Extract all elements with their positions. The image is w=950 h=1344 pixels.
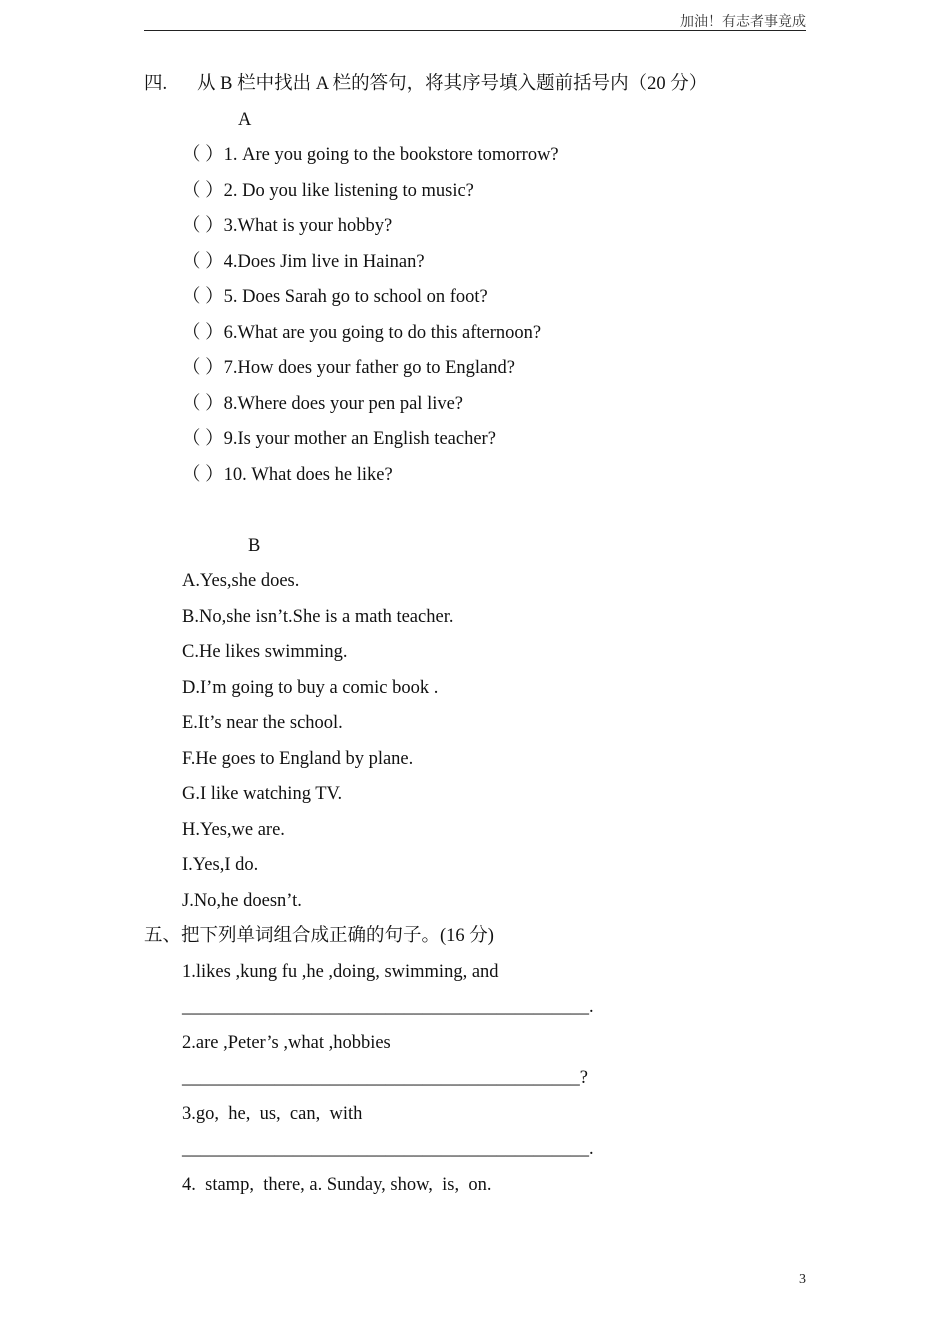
question-row [182, 215, 392, 237]
answer-option: B.No,she isn’t.She is a math teacher. [182, 607, 454, 627]
answer-paren[interactable]: （ ） [182, 323, 224, 343]
answer-option: J.No,he doesn’t. [182, 891, 302, 911]
answer-option: I.Yes,I do. [182, 855, 259, 875]
answer-blank[interactable]: ____________________________________________. [182, 1139, 594, 1159]
answer-blank[interactable]: ___________________________________________? [182, 1068, 588, 1088]
answer-option: D.I’m going to buy a comic book . [182, 678, 439, 698]
question-text: 9.Is your mother an English teacher? [223, 429, 496, 449]
answer-paren[interactable]: （ ） [182, 145, 224, 165]
section4-title: 从 B 栏中找出 A 栏的答句，将其序号填入题前括号内（20 分） [197, 74, 708, 94]
header-divider [144, 30, 806, 31]
question-row [182, 393, 463, 415]
question-row [182, 357, 515, 379]
answer-paren[interactable]: （ ） [182, 465, 224, 485]
word-prompt: 3.go, he, us, can, with [182, 1104, 363, 1124]
question-text: 8.Where does your pen pal live? [223, 394, 464, 414]
question-text: 5. Does Sarah go to school on foot? [223, 287, 488, 307]
section5-title: 五、把下列单词组合成正确的句子。(16 分) [144, 926, 494, 946]
answer-option: F.He goes to England by plane. [182, 749, 414, 769]
answer-blank[interactable]: ____________________________________________. [182, 997, 594, 1017]
header-slogan: 加油！有志者事竟成 [680, 15, 806, 30]
question-text: 7.How does your father go to England? [223, 358, 515, 378]
answer-option: G.I like watching TV. [182, 784, 343, 804]
answer-paren[interactable]: （ ） [182, 358, 224, 378]
answer-option: H.Yes,we are. [182, 820, 285, 840]
question-text: 2. Do you like listening to music? [223, 181, 474, 201]
question-row [182, 251, 425, 273]
column-b-label: B [248, 536, 261, 556]
answer-paren[interactable]: （ ） [182, 287, 224, 307]
answer-option: E.It’s near the school. [182, 713, 343, 733]
answer-option: C.He likes swimming. [182, 642, 348, 662]
answer-paren[interactable]: （ ） [182, 394, 224, 414]
word-prompt: 2.are ,Peter’s ,what ,hobbies [182, 1033, 391, 1053]
word-prompt: 4. stamp, there, a. Sunday, show, is, on. [182, 1175, 492, 1195]
question-row [182, 322, 541, 344]
answer-paren[interactable]: （ ） [182, 429, 224, 449]
question-text: 4.Does Jim live in Hainan? [223, 252, 425, 272]
question-text: 1. Are you going to the bookstore tomorrow? [223, 145, 559, 165]
section4-number: 四. [144, 74, 168, 94]
question-row [182, 144, 559, 166]
question-row [182, 180, 474, 202]
answer-paren[interactable]: （ ） [182, 216, 224, 236]
answer-option: A.Yes,she does. [182, 571, 300, 591]
question-row [182, 286, 488, 308]
question-row [182, 428, 496, 450]
question-text: 6.What are you going to do this afternoon? [223, 323, 542, 343]
page-number: 3 [799, 1272, 806, 1287]
question-text: 3.What is your hobby? [223, 216, 393, 236]
answer-paren[interactable]: （ ） [182, 181, 224, 201]
question-text: 10. What does he like? [223, 465, 393, 485]
word-prompt: 1.likes ,kung fu ,he ,doing, swimming, and [182, 962, 499, 982]
question-row [182, 464, 393, 486]
answer-paren[interactable]: （ ） [182, 252, 224, 272]
column-a-label: A [238, 110, 252, 130]
